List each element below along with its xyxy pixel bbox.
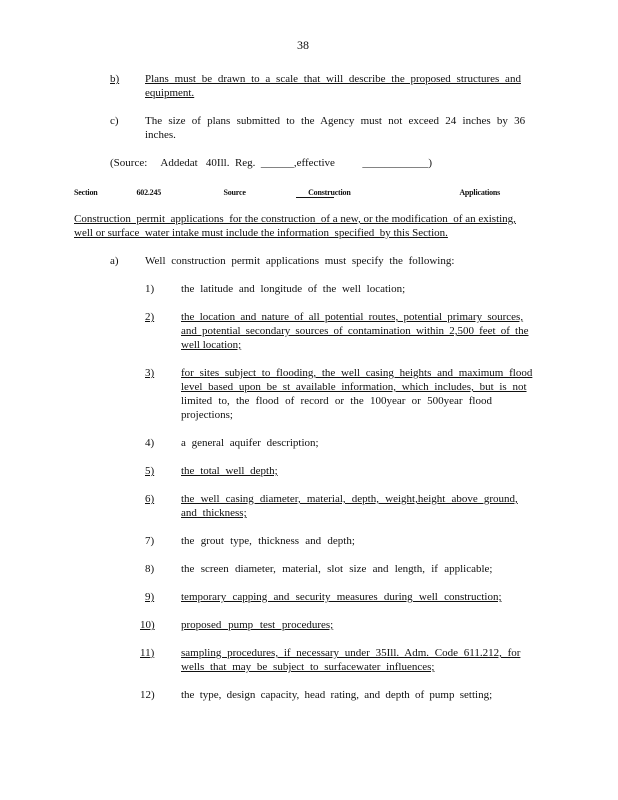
list-item-2-number: 2)	[145, 311, 155, 323]
list-item-10-text: proposed pump test procedures;	[181, 619, 334, 631]
list-item-2-line-3: well location;	[181, 339, 242, 351]
list-item-7-number: 7)	[145, 535, 155, 547]
list-item-4-text: a general aquifer description;	[181, 437, 319, 449]
page-number: 38	[297, 38, 309, 52]
section-heading: Section 602.245 Source Construction Applications	[74, 188, 501, 197]
list-item-2-line-1: the location and nature of all potential routes, potential primary sources,	[181, 311, 524, 323]
list-item-10-number: 10)	[140, 619, 155, 631]
item-b-line-1: Plans must be drawn to a scale that will describe the proposed structures and	[145, 73, 521, 85]
list-item-4-number: 4)	[145, 437, 155, 449]
list-item-11-line-2: wells that may be subject to surfacewater influences;	[181, 661, 435, 673]
list-item-11-line-1: sampling procedures, if necessary under 35Ill. Adm. Code 611.212, for	[181, 647, 521, 659]
subsection-a-text: Well construction permit applications must specify the following:	[145, 255, 455, 267]
section-heading-rule	[296, 197, 334, 198]
list-item-1-text: the latitude and longitude of the well location;	[181, 283, 406, 295]
list-item-6-line-2: and thickness;	[181, 507, 247, 519]
list-item-1-number: 1)	[145, 283, 155, 295]
list-item-2-line-2: and potential secondary sources of contamination within 2,500 feet of the	[181, 325, 529, 337]
item-c-marker: c)	[110, 115, 119, 127]
list-item-3-line-1: for sites subject to flooding, the well casing heights and maximum flood	[181, 367, 533, 379]
list-item-12-text: the type, design capacity, head rating, and depth of pump setting;	[181, 689, 493, 701]
list-item-8-text: the screen diameter, material, slot size and length, if applicable;	[181, 563, 493, 575]
list-item-11-number: 11)	[140, 647, 155, 659]
item-b-line-2: equipment.	[145, 87, 195, 99]
list-item-3-line-3: limited to, the flood of record or the 100year or 500year flood	[181, 395, 492, 407]
list-item-5-text: the total well depth;	[181, 465, 278, 477]
list-item-9-text: temporary capping and security measures during well construction;	[181, 591, 502, 603]
list-item-6-number: 6)	[145, 493, 155, 505]
list-item-5-number: 5)	[145, 465, 155, 477]
source-note: (Source: Addedat 40Ill. Reg. ______,effective ____________)	[110, 157, 433, 169]
list-item-12-number: 12)	[140, 689, 155, 701]
list-item-3-line-2: level based upon be st available information, which includes, but is not	[181, 381, 527, 393]
intro-line-1: Construction permit applications for the construction of a new, or the modification of an existing,	[74, 213, 516, 225]
list-item-3-line-4: projections;	[181, 409, 233, 421]
intro-line-2: well or surface water intake must include the information specified by this Section.	[74, 227, 448, 239]
item-b-marker: b)	[110, 73, 120, 85]
list-item-6-line-1: the well casing diameter, material, depth, weight,height above ground,	[181, 493, 518, 505]
list-item-3-number: 3)	[145, 367, 155, 379]
item-c-line-1: The size of plans submitted to the Agency must not exceed 24 inches by 36	[145, 115, 526, 127]
list-item-7-text: the grout type, thickness and depth;	[181, 535, 355, 547]
item-c-line-2: inches.	[145, 129, 176, 141]
list-item-9-number: 9)	[145, 591, 155, 603]
list-item-8-number: 8)	[145, 563, 155, 575]
subsection-a-marker: a)	[110, 255, 119, 267]
